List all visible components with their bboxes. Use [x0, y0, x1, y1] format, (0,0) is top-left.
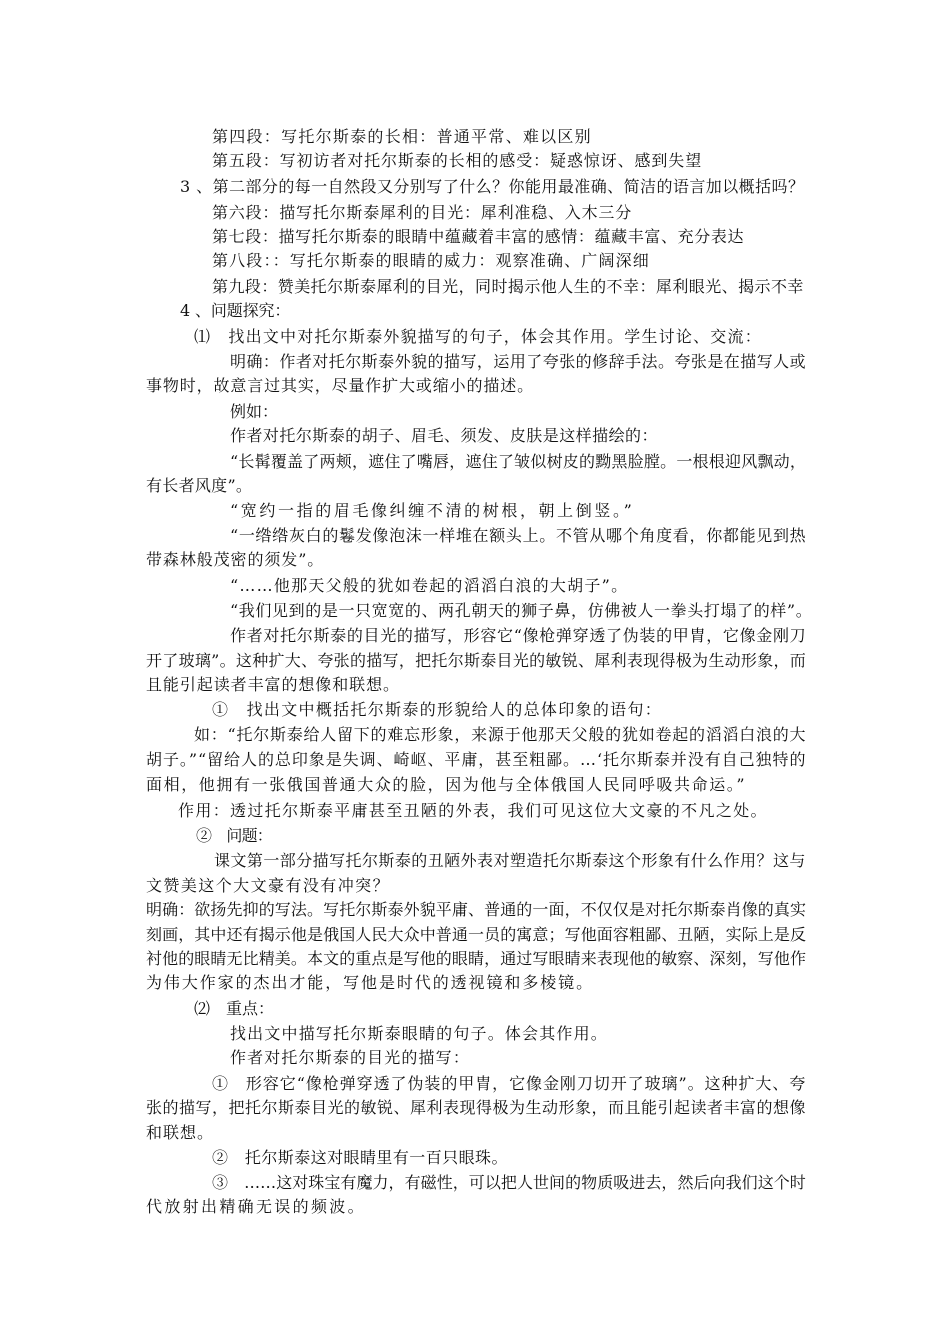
text-line: “宽约一指的眉毛像纠缠不清的树根，朝上倒竖。” [230, 501, 635, 520]
text-line: 且能引起读者丰富的想像和联想。 [146, 675, 400, 694]
text-line: “长髯覆盖了两颊，遮住了嘴唇，遮住了皱似树皮的黝黑脸膛。一根根迎风飘动， [230, 452, 807, 471]
text-line: 第八段：：写托尔斯泰的眼睛的威力：观察准确、广阔深细 [212, 251, 650, 270]
text-line: ② 托尔斯泰这对眼睛里有一百只眼珠。 [212, 1148, 508, 1167]
text-line: 作者对托尔斯泰的目光的描写： [230, 1048, 470, 1067]
text-line: 代放射出精确无误的频波。 [146, 1197, 366, 1216]
text-line: 4 、问题探究： [180, 301, 291, 320]
text-line: 和联想。 [146, 1123, 215, 1142]
text-line: 第九段：赞美托尔斯泰犀利的目光，同时揭示他人生的不幸：犀利眼光、揭示不幸 [212, 277, 804, 296]
text-line: ① 找出文中概括托尔斯泰的形貌给人的总体印象的语句： [212, 700, 663, 719]
text-line: ② 问题： [196, 826, 273, 845]
text-line: 开了玻璃”。这种扩大、夸张的描写，把托尔斯泰目光的敏锐、犀利表现得极为生动形象，而 [146, 651, 807, 670]
text-line: ⑵ 重点： [194, 999, 275, 1018]
text-line: 第五段：写初访者对托尔斯泰的长相的感受：疑惑惊讶、感到失望 [212, 151, 703, 170]
text-line: 事物时，故意言过其实，尽量作扩大或缩小的描述。 [146, 376, 535, 395]
text-line: 课文第一部分描写托尔斯泰的丑陋外表对塑造托尔斯泰这个形象有什么作用？这与 [214, 851, 806, 870]
text-line: 衬他的眼睛无比精美。本文的重点是写他的眼睛，通过写眼睛来表现他的敏察、深刻，写他作 [146, 949, 807, 968]
text-line: ③ ……这对珠宝有魔力，有磁性，可以把人世间的物质吸进去，然后向我们这个时 [212, 1173, 806, 1192]
text-line: 文赞美这个大文豪有没有冲突？ [146, 876, 391, 895]
text-line: 第六段：描写托尔斯泰犀利的目光：犀利准稳、入木三分 [212, 203, 633, 222]
text-line: 作者对托尔斯泰的目光的描写，形容它“像枪弹穿透了伪装的甲胄，它像金刚刀 [230, 626, 807, 645]
text-line: ⑴ 找出文中对托尔斯泰外貌描写的句子，体会其作用。学生讨论、交流： [194, 327, 762, 346]
text-line: “一绺绺灰白的鬈发像泡沫一样堆在额头上。不管从哪个角度看，你都能见到热 [230, 526, 807, 545]
text-line: 第四段：写托尔斯泰的长相：普通平常、难以区别 [212, 127, 592, 146]
text-line: “……他那天父般的犹如卷起的滔滔白浪的大胡子”。 [230, 576, 629, 595]
text-line: ① 形容它“像枪弹穿透了伪装的甲胄，它像金刚刀切开了玻璃”。这种扩大、夸 [212, 1074, 807, 1093]
text-line: 面相，他拥有一张俄国普通大众的脸，因为他与全体俄国人民同呼吸共命运。” [146, 775, 747, 794]
text-line: 例如： [230, 402, 279, 421]
text-line: 带森林般茂密的须发”。 [146, 550, 325, 569]
text-line: 作者对托尔斯泰的胡子、眉毛、须发、皮肤是这样描绘的： [230, 426, 658, 445]
text-line: 胡子。”“留给人的总印象是失调、崎岖、平庸，甚至粗鄙。…‘托尔斯泰并没有自己独特的 [146, 750, 807, 769]
text-line: 张的描写，把托尔斯泰目光的敏锐、犀利表现得极为生动形象，而且能引起读者丰富的想像 [146, 1098, 807, 1117]
text-line: 如：“托尔斯泰给人留下的难忘形象，来源于他那天父般的犹如卷起的滔滔白浪的大 [194, 725, 807, 744]
text-line: 刻画，其中还有揭示他是俄国人民大众中普通一员的寓意；写他面容粗鄙、丑陋，实际上是反 [146, 925, 807, 944]
text-line: “我们见到的是一只宽宽的、两孔朝天的狮子鼻，仿佛被人一拳头打塌了的样”。 [230, 601, 813, 620]
text-line: 为伟大作家的杰出才能，写他是时代的透视镜和多棱镜。 [146, 973, 595, 992]
text-line: 找出文中描写托尔斯泰眼睛的句子。体会其作用。 [230, 1024, 608, 1043]
text-line: 明确：作者对托尔斯泰外貌的描写，运用了夸张的修辞手法。夸张是在描写人或 [230, 352, 807, 371]
text-line: 作用：透过托尔斯泰平庸甚至丑陋的外表，我们可见这位大文豪的不凡之处。 [178, 801, 768, 820]
text-line: 第七段：描写托尔斯泰的眼睛中蕴藏着丰富的感情：蕴藏丰富、充分表达 [212, 227, 745, 246]
text-line: 明确：欲扬先抑的写法。写托尔斯泰外貌平庸、普通的一面，不仅仅是对托尔斯泰肖像的真实 [146, 900, 807, 919]
text-line: 3 、第二部分的每一自然段又分别写了什么？你能用最准确、简洁的语言加以概括吗？ [180, 177, 805, 196]
text-line: 有长者风度”。 [146, 476, 253, 495]
